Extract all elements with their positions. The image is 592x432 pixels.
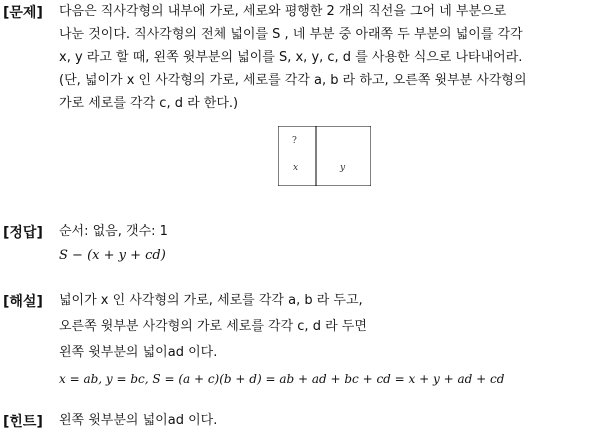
top-left-region-label: ? — [292, 136, 297, 146]
problem-line-3: x, y 라고 할 때, 왼쪽 윗부분의 넓이를 S, x, y, c, d 를 사용한 식으로 나타내어라. — [59, 50, 523, 65]
problem-line-2: 나눈 것이다. 직사각형의 전체 넓이를 S , 네 부분 중 아래쪽 두 부분의 넓이를 각각 — [59, 27, 523, 42]
rectangle-diagram — [278, 126, 371, 186]
outer-rectangle — [278, 126, 371, 186]
problem-line-5: 가로 세로를 각각 c, d 라 한다.) — [59, 96, 239, 111]
answer-meta: 순서: 없음, 갯수: 1 — [59, 224, 168, 239]
explanation-line-1: 넓이가 x 인 사각형의 가로, 세로를 각각 a, b 라 두고, — [59, 293, 363, 308]
hint-line: 왼쪽 윗부분의 넓이ad 이다. — [59, 413, 218, 428]
problem-tag: [문제] — [3, 5, 43, 21]
answer-tag: [정답] — [3, 225, 43, 241]
explanation-formula: x = ab, y = bc, S = (a + c)(b + d) = ab + ad + bc + cd = x + y + ad + cd — [59, 372, 505, 386]
explanation-line-2: 오른쪽 윗부분 사각형의 가로 세로를 각각 c, d 라 두면 — [59, 319, 367, 334]
rectangle-figure — [278, 126, 371, 186]
bottom-right-region-label: y — [340, 163, 346, 173]
explanation-line-3: 왼쪽 윗부분의 넓이ad 이다. — [59, 345, 218, 360]
explanation-tag: [해설] — [3, 294, 43, 310]
problem-line-1: 다음은 직사각형의 내부에 가로, 세로와 평행한 2 개의 직선을 그어 네 부분으로 — [59, 4, 507, 19]
answer-formula: S − (x + y + cd) — [59, 248, 166, 263]
problem-line-4: (단, 넓이가 x 인 사각형의 가로, 세로를 각각 a, b 라 하고, 오른쪽 윗부분 사각형의 — [59, 73, 527, 88]
hint-tag: [힌트] — [3, 414, 43, 430]
bottom-left-region-label: x — [293, 163, 299, 173]
